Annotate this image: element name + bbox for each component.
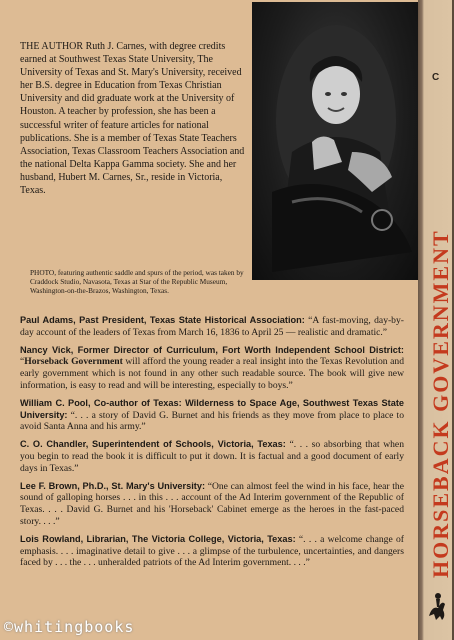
review-text: “A fast-moving, day-by-day account of the leaders of Texas from March 16, 1836 to April 25 — realistic and dramatic.” bbox=[20, 315, 404, 338]
review-text: will afford the young reader a real insight into the Texas Revolution and early government which is not found in any other such readable source. The book will give new information, is easy to read and will be interesting, especially to boys.” bbox=[20, 356, 404, 391]
author-lead: THE AUTHOR bbox=[20, 41, 84, 52]
author-portrait-image bbox=[252, 2, 418, 280]
review-text-open: “ bbox=[20, 356, 25, 368]
spine-initials: C bbox=[432, 72, 440, 83]
author-photo bbox=[252, 2, 418, 280]
review-item bbox=[20, 398, 404, 433]
review-item bbox=[20, 481, 404, 528]
reviews-section bbox=[20, 315, 404, 575]
review-text: “One can almost feel the wind in his face, hear the sound of galloping horses . . . in this . . . account of the Ad Interim government of the Republic of Texas. . . . David G. Burnet and his 'Horseback' Cabinet emerge as the heroes in the fast-paced story. . . .” bbox=[20, 480, 404, 527]
review-text: “. . . so absorbing that when you begin to read the book it is difficult to put it down. It is factual and a good document of early days in Texas.” bbox=[20, 439, 404, 474]
reviewer: William C. Pool, Co-author of Texas: Wilderness to Space Age, Southwest Texas State University: bbox=[20, 397, 404, 420]
review-item bbox=[20, 345, 404, 392]
watermark: ©whitingbooks bbox=[4, 618, 135, 636]
spine-title: HORSEBACK GOVERNMENT bbox=[428, 229, 453, 578]
book-title: Horseback Government bbox=[24, 356, 123, 368]
review-item bbox=[20, 439, 404, 474]
author-bio bbox=[20, 40, 248, 197]
reviewer: Lois Rowland, Librarian, The Victoria College, Victoria, Texas: bbox=[20, 533, 296, 544]
author-bio-section bbox=[20, 40, 248, 197]
review-item bbox=[20, 534, 404, 569]
review-text: “. . . a story of David G. Burnet and his friends as they move from place to place to avoid Santa Anna and his army.” bbox=[20, 409, 405, 433]
reviewer: Paul Adams, Past President, Texas State Historical Association: bbox=[20, 315, 305, 325]
reviewer: C. O. Chandler, Superintendent of Schools, Victoria, Texas: bbox=[20, 439, 286, 450]
photo-caption: PHOTO, featuring authentic saddle and spurs of the period, was taken by Craddock Studio, Navasota, Texas at Star of the Republic Museum, Washington-on-the-Brazos, Washington, Texas. bbox=[30, 268, 244, 296]
review-item bbox=[20, 315, 404, 339]
reviewer: Nancy Vick, Former Director of Curriculum, Fort Worth Independent School District: bbox=[20, 344, 404, 355]
review-text: “. . . a welcome change of emphasis. . . . imaginative detail to give . . . a glimpse of the turbulence, uncertainties, and dangers faced by . . . the . . . unheralded patriots of the Ad Interim government. . . .” bbox=[20, 533, 404, 569]
horse-rider-icon bbox=[426, 586, 448, 626]
author-bio-text: Ruth J. Carnes, with degree credits earned at Southwest Texas State University, The University of Texas and St. Mary's University, received her B.S. degree in Education from Texas Christian University and did graduate work at the University of Houston. A teacher by profession, she has been a successful writer of feature articles for national publications. She is a member of Texas State Teachers Association, Texas Classroom Teachers Association and the national Delta Kappa Gamma society. She and her husband, Hubert M. Carnes, Sr., reside in Victoria, Texas. bbox=[20, 41, 245, 197]
reviewer: Lee F. Brown, Ph.D., St. Mary's University: bbox=[20, 480, 206, 491]
